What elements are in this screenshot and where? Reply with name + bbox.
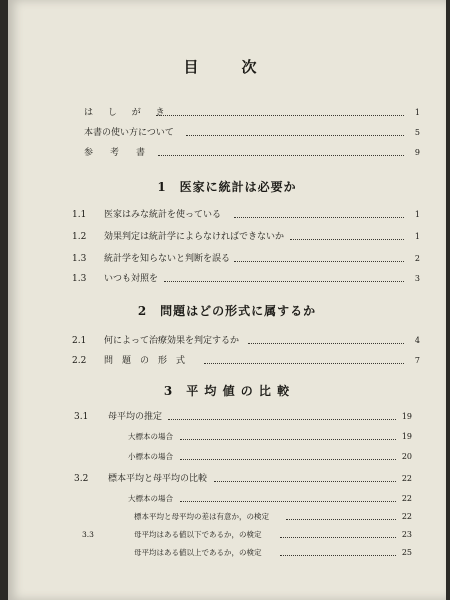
entry-label: いつも対照を <box>104 274 159 284</box>
toc-subentry <box>8 546 446 560</box>
entry-label: 問 題 の 形 式 <box>104 356 186 366</box>
dot-leader <box>280 555 396 556</box>
dot-leader <box>186 135 404 136</box>
entry-label: 何によって治療効果を判定するか <box>104 336 240 346</box>
dot-leader <box>158 155 404 156</box>
dot-leader <box>234 217 404 218</box>
dot-leader <box>280 537 396 538</box>
entry-page: 20 <box>401 452 412 461</box>
toc-subentry <box>8 492 446 506</box>
toc-entry-preface <box>8 106 446 120</box>
entry-label: 母平均はある値以上であるか，の検定 <box>134 548 262 557</box>
entry-label: は し が き <box>84 108 171 118</box>
entry-label: 母平均はある値以下であるか，の検定 <box>134 530 262 539</box>
toc-subentry <box>8 430 446 444</box>
entry-label: 小標本の場合 <box>128 452 173 461</box>
toc-subentry <box>8 510 446 524</box>
entry-page: 9 <box>414 148 420 157</box>
entry-label: 本書の使い方について <box>84 128 174 138</box>
dot-leader <box>180 459 396 460</box>
chapter-heading-1: 1 医家に統計は必要か <box>157 180 297 194</box>
entry-page: 22 <box>401 474 412 483</box>
dot-leader <box>180 501 396 502</box>
entry-page: 23 <box>401 530 412 539</box>
entry-page: 25 <box>401 548 412 557</box>
entry-label: 効果判定は統計学によらなければできないか <box>104 232 285 242</box>
dot-leader <box>204 363 404 364</box>
book-page <box>8 0 446 600</box>
entry-label: 統計学を知らないと判断を誤る <box>104 254 231 264</box>
entry-label: 母平均の推定 <box>108 412 163 422</box>
entry-number: 2.1 <box>72 336 87 346</box>
entry-number: 2.2 <box>72 356 87 366</box>
entry-page: 1 <box>414 232 420 241</box>
entry-number: 3.2 <box>74 474 89 484</box>
entry-label: 大標本の場合 <box>128 494 173 503</box>
entry-number: 1.1 <box>72 210 87 220</box>
entry-page: 22 <box>401 512 412 521</box>
dot-leader <box>180 439 396 440</box>
chapter-heading-3: 3 平 均 値 の 比 較 <box>163 384 291 398</box>
dot-leader <box>290 239 404 240</box>
entry-page: 5 <box>414 128 420 137</box>
dot-leader <box>248 343 404 344</box>
toc-subentry <box>8 450 446 464</box>
entry-label: 標本平均と母平均の差は有意か，の検定 <box>134 512 269 521</box>
entry-page: 2 <box>414 254 420 263</box>
toc-entry <box>8 334 446 348</box>
toc-entry <box>8 472 446 486</box>
entry-number: 1.3 <box>72 254 87 264</box>
entry-number: 1.2 <box>72 232 87 242</box>
dot-leader <box>164 281 404 282</box>
entry-number: 3.1 <box>74 412 89 422</box>
entry-page: 22 <box>401 494 412 503</box>
toc-entry <box>8 252 446 266</box>
chapter-heading-2: 2 問題はどの形式に属するか <box>137 304 317 318</box>
toc-entry <box>8 272 446 286</box>
entry-page: 19 <box>401 412 412 421</box>
entry-page: 1 <box>414 210 420 219</box>
entry-label: 参 考 書 <box>84 148 150 158</box>
toc-title: 目 次 <box>183 58 271 76</box>
toc-subentry <box>8 528 446 542</box>
entry-page: 19 <box>401 432 412 441</box>
toc-entry <box>8 354 446 368</box>
entry-label: 標本平均と母平均の比較 <box>108 474 208 484</box>
toc-entry <box>8 410 446 424</box>
toc-entry-howto <box>8 126 446 140</box>
entry-page: 4 <box>414 336 420 345</box>
entry-page: 7 <box>414 356 420 365</box>
toc-entry <box>8 230 446 244</box>
entry-label: 医家はみな統計を使っている <box>104 210 222 220</box>
dot-leader <box>286 519 396 520</box>
dot-leader <box>214 481 396 482</box>
dot-leader <box>234 261 404 262</box>
entry-number: 1.3 <box>72 274 87 284</box>
entry-label: 大標本の場合 <box>128 432 173 441</box>
toc-entry-references <box>8 146 446 160</box>
dot-leader <box>168 419 396 420</box>
entry-page: 1 <box>414 108 420 117</box>
dot-leader <box>156 115 404 116</box>
entry-page: 3 <box>414 274 420 283</box>
entry-number: 3.3 <box>82 530 94 539</box>
toc-entry <box>8 208 446 222</box>
